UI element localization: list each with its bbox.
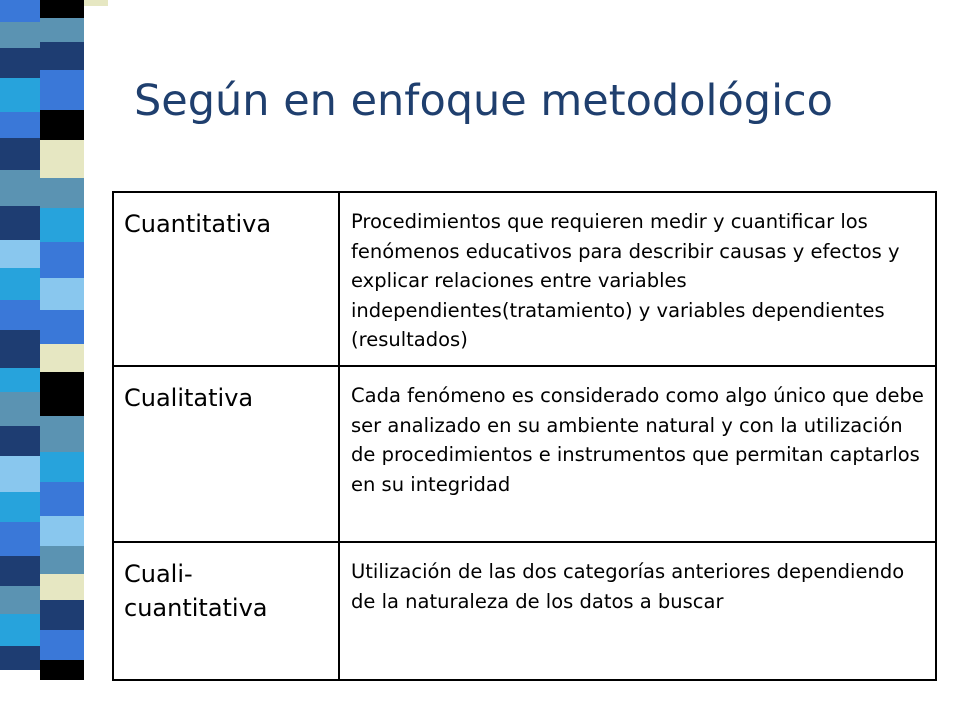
table-row — [113, 192, 936, 366]
term-cell: Cuantitativa — [113, 192, 339, 366]
description-cell: Procedimientos que requieren medir y cuantificar los fenómenos educativos para describir causas y efectos y explicar relaciones entre variables independientes(tratamiento) y variables dependientes (resultados) — [339, 192, 936, 366]
term-cell — [113, 542, 339, 680]
term-line: Cuali- — [124, 560, 193, 588]
table-row — [113, 542, 936, 680]
description-cell: Utilización de las dos categorías anteriores dependiendo de la naturaleza de los datos a buscar — [339, 542, 936, 680]
slide-title: Según en enfoque metodológico — [134, 76, 833, 126]
decorative-stripe — [0, 0, 108, 720]
term-cell: Cualitativa — [113, 366, 339, 542]
methodology-table — [112, 191, 937, 681]
table-row — [113, 366, 936, 542]
description-cell: Cada fenómeno es considerado como algo único que debe ser analizado en su ambiente natural y con la utilización de procedimientos e instrumentos que permitan captarlos en su integridad — [339, 366, 936, 542]
term-line: cuantitativa — [124, 594, 268, 622]
